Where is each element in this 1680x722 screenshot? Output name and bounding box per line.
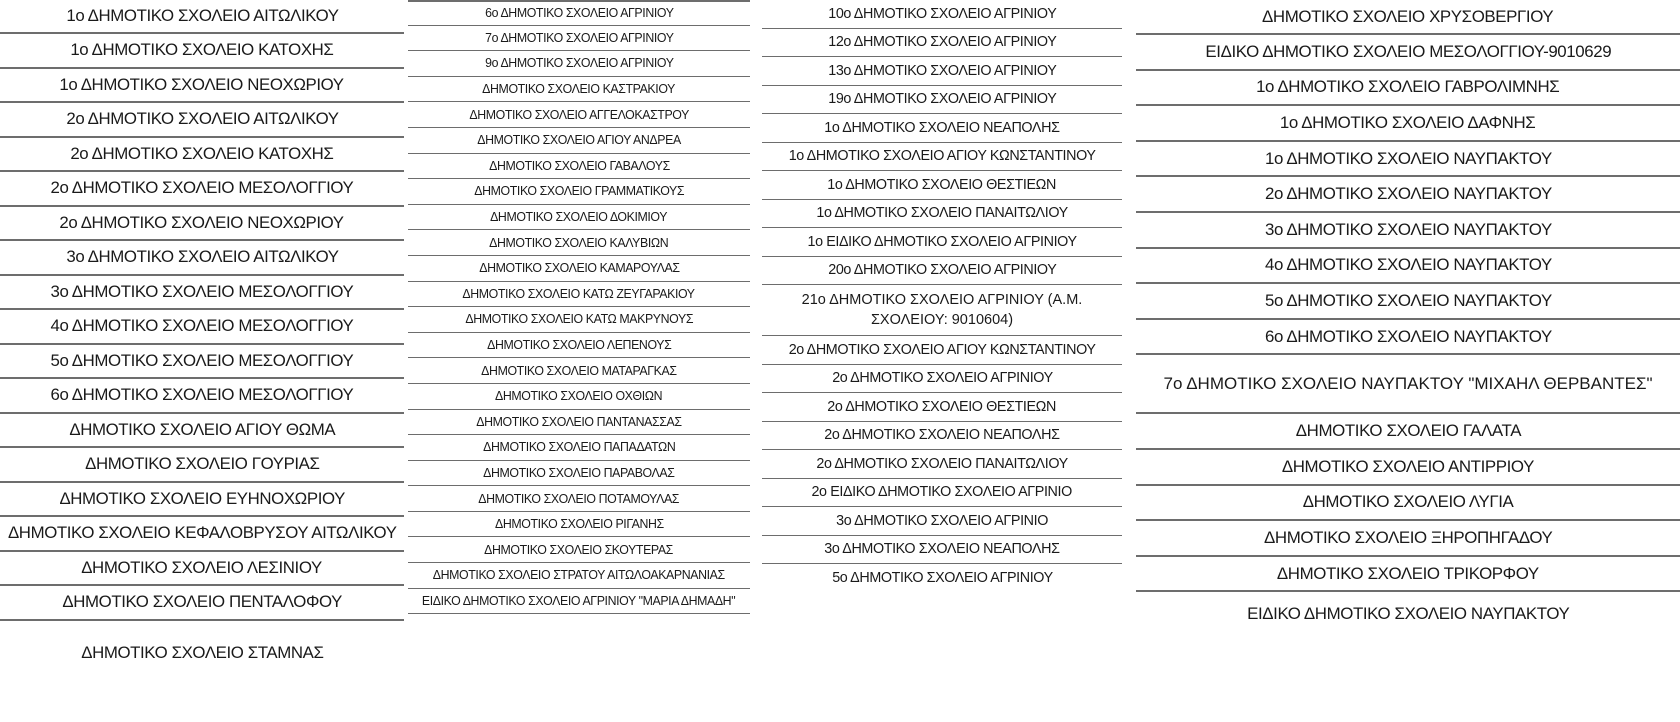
school-row: 6ο ΔΗΜΟΤΙΚΟ ΣΧΟΛΕΙΟ ΝΑΥΠΑΚΤΟΥ <box>1136 320 1680 356</box>
school-row: 2ο ΔΗΜΟΤΙΚΟ ΣΧΟΛΕΙΟ ΜΕΣΟΛΟΓΓΙΟΥ <box>0 172 404 207</box>
school-row: ΔΗΜΟΤΙΚΟ ΣΧΟΛΕΙΟ ΠΟΤΑΜΟΥΛΑΣ <box>408 486 750 512</box>
school-row: ΔΗΜΟΤΙΚΟ ΣΧΟΛΕΙΟ ΓΡΑΜΜΑΤΙΚΟΥΣ <box>408 179 750 205</box>
school-row: 7ο ΔΗΜΟΤΙΚΟ ΣΧΟΛΕΙΟ ΑΓΡΙΝΙΟΥ <box>408 26 750 52</box>
school-row: ΔΗΜΟΤΙΚΟ ΣΧΟΛΕΙΟ ΠΑΠΑΔΑΤΩΝ <box>408 435 750 461</box>
school-row: ΔΗΜΟΤΙΚΟ ΣΧΟΛΕΙΟ ΟΧΘΙΩΝ <box>408 384 750 410</box>
school-row: ΔΗΜΟΤΙΚΟ ΣΧΟΛΕΙΟ ΓΑΒΑΛΟΥΣ <box>408 154 750 180</box>
school-row: ΕΙΔΙΚΟ ΔΗΜΟΤΙΚΟ ΣΧΟΛΕΙΟ ΜΕΣΟΛΟΓΓΙΟΥ-9010629 <box>1136 35 1680 71</box>
school-row: 1ο ΔΗΜΟΤΙΚΟ ΣΧΟΛΕΙΟ ΔΑΦΝΗΣ <box>1136 106 1680 142</box>
school-row: 5ο ΔΗΜΟΤΙΚΟ ΣΧΟΛΕΙΟ ΜΕΣΟΛΟΓΓΙΟΥ <box>0 345 404 380</box>
school-row: 2ο ΔΗΜΟΤΙΚΟ ΣΧΟΛΕΙΟ ΑΓΡΙΝΙΟΥ <box>762 365 1122 394</box>
school-row: 2ο ΔΗΜΟΤΙΚΟ ΣΧΟΛΕΙΟ ΠΑΝΑΙΤΩΛΙΟΥ <box>762 450 1122 479</box>
school-row: 2ο ΔΗΜΟΤΙΚΟ ΣΧΟΛΕΙΟ ΘΕΣΤΙΕΩΝ <box>762 393 1122 422</box>
school-row: ΔΗΜΟΤΙΚΟ ΣΧΟΛΕΙΟ ΑΝΤΙΡΡΙΟΥ <box>1136 450 1680 486</box>
school-row: 20ο ΔΗΜΟΤΙΚΟ ΣΧΟΛΕΙΟ ΑΓΡΙΝΙΟΥ <box>762 257 1122 286</box>
school-column-2 <box>408 0 750 722</box>
school-row: ΔΗΜΟΤΙΚΟ ΣΧΟΛΕΙΟ ΓΑΛΑΤΑ <box>1136 414 1680 450</box>
school-row: 10ο ΔΗΜΟΤΙΚΟ ΣΧΟΛΕΙΟ ΑΓΡΙΝΙΟΥ <box>762 0 1122 29</box>
school-row: ΔΗΜΟΤΙΚΟ ΣΧΟΛΕΙΟ ΠΑΡΑΒΟΛΑΣ <box>408 461 750 487</box>
school-row: 2ο ΔΗΜΟΤΙΚΟ ΣΧΟΛΕΙΟ ΑΓΙΟΥ ΚΩΝΣΤΑΝΤΙΝΟΥ <box>762 336 1122 365</box>
school-row: 12ο ΔΗΜΟΤΙΚΟ ΣΧΟΛΕΙΟ ΑΓΡΙΝΙΟΥ <box>762 29 1122 58</box>
school-row: 13ο ΔΗΜΟΤΙΚΟ ΣΧΟΛΕΙΟ ΑΓΡΙΝΙΟΥ <box>762 57 1122 86</box>
school-row: ΔΗΜΟΤΙΚΟ ΣΧΟΛΕΙΟ ΑΓΙΟΥ ΘΩΜΑ <box>0 414 404 449</box>
school-row: ΔΗΜΟΤΙΚΟ ΣΧΟΛΕΙΟ ΚΕΦΑΛΟΒΡΥΣΟΥ ΑΙΤΩΛΙΚΟΥ <box>0 517 404 552</box>
school-row: ΔΗΜΟΤΙΚΟ ΣΧΟΛΕΙΟ ΔΟΚΙΜΙΟΥ <box>408 205 750 231</box>
school-row: 3ο ΔΗΜΟΤΙΚΟ ΣΧΟΛΕΙΟ ΝΑΥΠΑΚΤΟΥ <box>1136 213 1680 249</box>
school-column-3 <box>762 0 1122 722</box>
school-row: 1ο ΔΗΜΟΤΙΚΟ ΣΧΟΛΕΙΟ ΝΕΟΧΩΡΙΟΥ <box>0 69 404 104</box>
school-row: ΔΗΜΟΤΙΚΟ ΣΧΟΛΕΙΟ ΣΤΑΜΝΑΣ <box>80 643 324 662</box>
school-row: 2ο ΔΗΜΟΤΙΚΟ ΣΧΟΛΕΙΟ ΝΕΑΠΟΛΗΣ <box>762 422 1122 451</box>
school-row: 2ο ΔΗΜΟΤΙΚΟ ΣΧΟΛΕΙΟ ΚΑΤΟΧΗΣ <box>0 138 404 173</box>
school-row: ΔΗΜΟΤΙΚΟ ΣΧΟΛΕΙΟ ΓΟΥΡΙΑΣ <box>0 448 404 483</box>
school-row: ΔΗΜΟΤΙΚΟ ΣΧΟΛΕΙΟ ΧΡΥΣΟΒΕΡΓΙΟΥ <box>1136 0 1680 35</box>
school-row: ΔΗΜΟΤΙΚΟ ΣΧΟΛΕΙΟ ΜΑΤΑΡΑΓΚΑΣ <box>408 358 750 384</box>
school-row: ΔΗΜΟΤΙΚΟ ΣΧΟΛΕΙΟ ΤΡΙΚΟΡΦΟΥ <box>1136 557 1680 593</box>
school-row: ΔΗΜΟΤΙΚΟ ΣΧΟΛΕΙΟ ΡΙΓΑΝΗΣ <box>408 512 750 538</box>
school-row: 4ο ΔΗΜΟΤΙΚΟ ΣΧΟΛΕΙΟ ΜΕΣΟΛΟΓΓΙΟΥ <box>0 310 404 345</box>
school-row: ΔΗΜΟΤΙΚΟ ΣΧΟΛΕΙΟ ΣΤΡΑΤΟΥ ΑΙΤΩΛΟΑΚΑΡΝΑΝΙΑΣ <box>408 563 750 589</box>
school-row: 1ο ΔΗΜΟΤΙΚΟ ΣΧΟΛΕΙΟ ΝΕΑΠΟΛΗΣ <box>762 114 1122 143</box>
school-row: 21ο ΔΗΜΟΤΙΚΟ ΣΧΟΛΕΙΟ ΑΓΡΙΝΙΟΥ (Α.Μ. ΣΧΟΛΕΙΟΥ: 9010604) <box>762 285 1122 336</box>
school-row: 9ο ΔΗΜΟΤΙΚΟ ΣΧΟΛΕΙΟ ΑΓΡΙΝΙΟΥ <box>408 51 750 77</box>
school-row: 1ο ΔΗΜΟΤΙΚΟ ΣΧΟΛΕΙΟ ΝΑΥΠΑΚΤΟΥ <box>1136 142 1680 178</box>
school-row: 5ο ΔΗΜΟΤΙΚΟ ΣΧΟΛΕΙΟ ΝΑΥΠΑΚΤΟΥ <box>1136 284 1680 320</box>
school-row: ΔΗΜΟΤΙΚΟ ΣΧΟΛΕΙΟ ΛΕΠΕΝΟΥΣ <box>408 333 750 359</box>
school-row: 1ο ΔΗΜΟΤΙΚΟ ΣΧΟΛΕΙΟ ΓΑΒΡΟΛΙΜΝΗΣ <box>1136 71 1680 107</box>
school-row: ΔΗΜΟΤΙΚΟ ΣΧΟΛΕΙΟ ΚΑΤΩ ΜΑΚΡΥΝΟΥΣ <box>408 307 750 333</box>
school-row: ΕΙΔΙΚΟ ΔΗΜΟΤΙΚΟ ΣΧΟΛΕΙΟ ΝΑΥΠΑΚΤΟΥ <box>1246 604 1570 624</box>
school-row: 3ο ΔΗΜΟΤΙΚΟ ΣΧΟΛΕΙΟ ΝΕΑΠΟΛΗΣ <box>762 536 1122 565</box>
school-row: ΔΗΜΟΤΙΚΟ ΣΧΟΛΕΙΟ ΚΑΣΤΡΑΚΙΟΥ <box>408 77 750 103</box>
school-row: 3ο ΔΗΜΟΤΙΚΟ ΣΧΟΛΕΙΟ ΑΙΤΩΛΙΚΟΥ <box>0 241 404 276</box>
school-row: ΔΗΜΟΤΙΚΟ ΣΧΟΛΕΙΟ ΛΥΓΙΑ <box>1136 486 1680 522</box>
school-row: 1ο ΕΙΔΙΚΟ ΔΗΜΟΤΙΚΟ ΣΧΟΛΕΙΟ ΑΓΡΙΝΙΟΥ <box>762 228 1122 257</box>
school-row: 1ο ΔΗΜΟΤΙΚΟ ΣΧΟΛΕΙΟ ΑΓΙΟΥ ΚΩΝΣΤΑΝΤΙΝΟΥ <box>762 143 1122 172</box>
school-row: 2ο ΔΗΜΟΤΙΚΟ ΣΧΟΛΕΙΟ ΑΙΤΩΛΙΚΟΥ <box>0 103 404 138</box>
school-row: 2ο ΔΗΜΟΤΙΚΟ ΣΧΟΛΕΙΟ ΝΕΟΧΩΡΙΟΥ <box>0 207 404 242</box>
school-row: ΔΗΜΟΤΙΚΟ ΣΧΟΛΕΙΟ ΠΑΝΤΑΝΑΣΣΑΣ <box>408 410 750 436</box>
school-row: 1ο ΔΗΜΟΤΙΚΟ ΣΧΟΛΕΙΟ ΑΙΤΩΛΙΚΟΥ <box>0 0 404 34</box>
school-row: ΔΗΜΟΤΙΚΟ ΣΧΟΛΕΙΟ ΞΗΡΟΠΗΓΑΔΟΥ <box>1136 521 1680 557</box>
school-row: ΔΗΜΟΤΙΚΟ ΣΧΟΛΕΙΟ ΑΓΓΕΛΟΚΑΣΤΡΟΥ <box>408 102 750 128</box>
school-row: 1ο ΔΗΜΟΤΙΚΟ ΣΧΟΛΕΙΟ ΘΕΣΤΙΕΩΝ <box>762 171 1122 200</box>
school-row: 4ο ΔΗΜΟΤΙΚΟ ΣΧΟΛΕΙΟ ΝΑΥΠΑΚΤΟΥ <box>1136 249 1680 285</box>
school-row: 5ο ΔΗΜΟΤΙΚΟ ΣΧΟΛΕΙΟ ΑΓΡΙΝΙΟΥ <box>831 570 1053 587</box>
school-row: ΔΗΜΟΤΙΚΟ ΣΧΟΛΕΙΟ ΚΑΛΥΒΙΩΝ <box>408 230 750 256</box>
school-row: 3ο ΔΗΜΟΤΙΚΟ ΣΧΟΛΕΙΟ ΑΓΡΙΝΙΟ <box>762 507 1122 536</box>
school-row: 7ο ΔΗΜΟΤΙΚΟ ΣΧΟΛΕΙΟ ΝΑΥΠΑΚΤΟΥ "ΜΙΧΑΗΛ ΘΕΡΒΑΝΤΕΣ" <box>1136 355 1680 414</box>
school-row: 3ο ΔΗΜΟΤΙΚΟ ΣΧΟΛΕΙΟ ΜΕΣΟΛΟΓΓΙΟΥ <box>0 276 404 311</box>
school-row: 2ο ΕΙΔΙΚΟ ΔΗΜΟΤΙΚΟ ΣΧΟΛΕΙΟ ΑΓΡΙΝΙΟ <box>762 479 1122 508</box>
school-column-1 <box>0 0 404 722</box>
school-row: 6ο ΔΗΜΟΤΙΚΟ ΣΧΟΛΕΙΟ ΑΓΡΙΝΙΟΥ <box>408 0 750 26</box>
school-row: ΔΗΜΟΤΙΚΟ ΣΧΟΛΕΙΟ ΚΑΜΑΡΟΥΛΑΣ <box>408 256 750 282</box>
school-row: ΔΗΜΟΤΙΚΟ ΣΧΟΛΕΙΟ ΣΚΟΥΤΕΡΑΣ <box>408 537 750 563</box>
school-row: 2ο ΔΗΜΟΤΙΚΟ ΣΧΟΛΕΙΟ ΝΑΥΠΑΚΤΟΥ <box>1136 177 1680 213</box>
school-row: ΕΙΔΙΚΟ ΔΗΜΟΤΙΚΟ ΣΧΟΛΕΙΟ ΑΓΡΙΝΙΟΥ "ΜΑΡΙΑ ΔΗΜΑΔΗ" <box>408 589 750 615</box>
school-row: 1ο ΔΗΜΟΤΙΚΟ ΣΧΟΛΕΙΟ ΚΑΤΟΧΗΣ <box>0 34 404 69</box>
school-row: ΔΗΜΟΤΙΚΟ ΣΧΟΛΕΙΟ ΑΓΙΟΥ ΑΝΔΡΕΑ <box>408 128 750 154</box>
school-row: 6ο ΔΗΜΟΤΙΚΟ ΣΧΟΛΕΙΟ ΜΕΣΟΛΟΓΓΙΟΥ <box>0 379 404 414</box>
school-row: 19ο ΔΗΜΟΤΙΚΟ ΣΧΟΛΕΙΟ ΑΓΡΙΝΙΟΥ <box>762 86 1122 115</box>
school-row: ΔΗΜΟΤΙΚΟ ΣΧΟΛΕΙΟ ΛΕΣΙΝΙΟΥ <box>0 552 404 587</box>
school-row: 1ο ΔΗΜΟΤΙΚΟ ΣΧΟΛΕΙΟ ΠΑΝΑΙΤΩΛΙΟΥ <box>762 200 1122 229</box>
school-row: ΔΗΜΟΤΙΚΟ ΣΧΟΛΕΙΟ ΠΕΝΤΑΛΟΦΟΥ <box>0 586 404 621</box>
school-row: ΔΗΜΟΤΙΚΟ ΣΧΟΛΕΙΟ ΕΥΗΝΟΧΩΡΙΟΥ <box>0 483 404 518</box>
school-column-4 <box>1136 0 1680 722</box>
school-row: ΔΗΜΟΤΙΚΟ ΣΧΟΛΕΙΟ ΚΑΤΩ ΖΕΥΓΑΡΑΚΙΟΥ <box>408 282 750 308</box>
